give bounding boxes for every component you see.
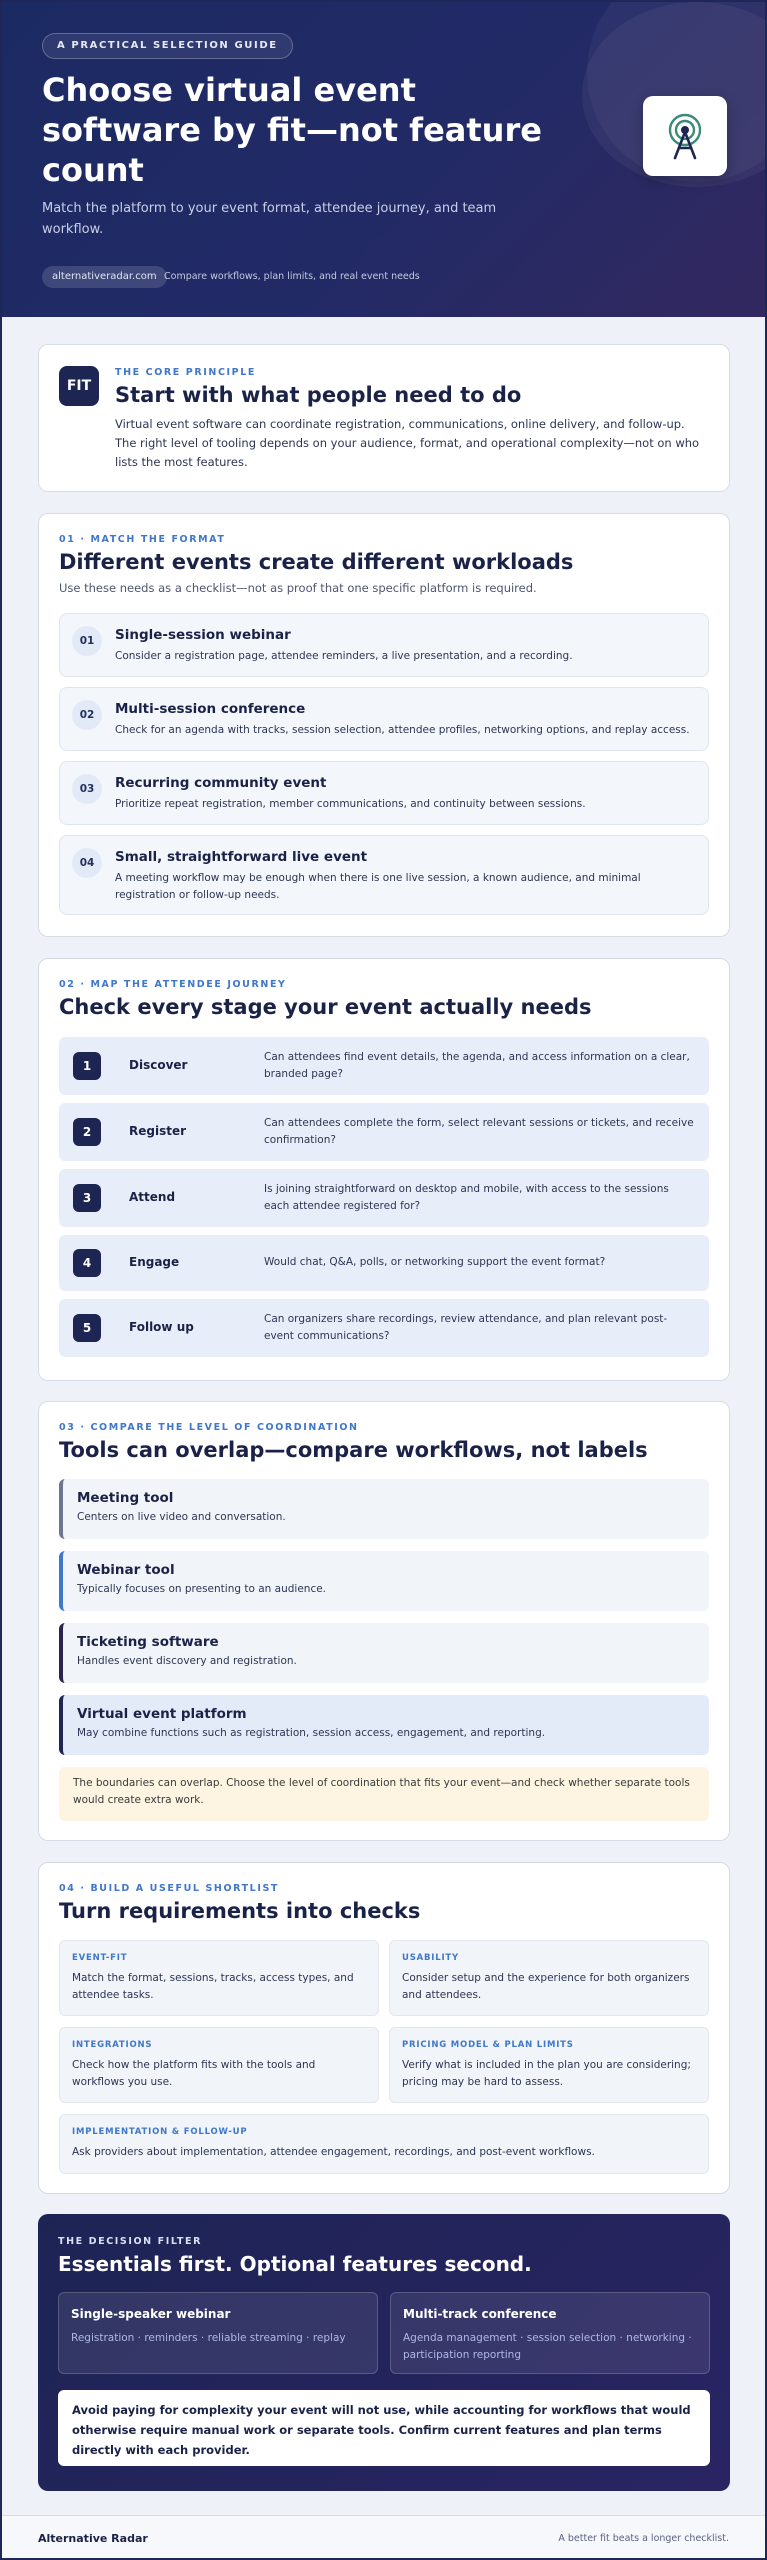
section-title: Tools can overlap—compare workflows, not labels xyxy=(59,1438,648,1462)
item-number: 03 xyxy=(72,774,102,804)
section-kicker: THE DECISION FILTER xyxy=(58,2236,203,2247)
journey-step xyxy=(59,1235,709,1291)
footer-brand[interactable]: Alternative Radar xyxy=(38,2532,148,2545)
check-desc: Match the format, sessions, tracks, access types, and attendee tasks. xyxy=(72,1972,354,2001)
step-desc: Can attendees find event details, the agenda, and access information on a clear, branded page? xyxy=(264,1051,690,1080)
check-desc: Verify what is included in the plan you are considering; pricing may be hard to assess. xyxy=(402,2059,691,2088)
section-title: Check every stage your event actually needs xyxy=(59,995,592,1019)
list-item xyxy=(59,687,709,751)
checks-card xyxy=(38,1862,730,2194)
check-desc: Consider setup and the experience for both organizers and attendees. xyxy=(402,1972,690,2001)
item-title: Recurring community event xyxy=(115,775,327,791)
tool-item xyxy=(59,1479,709,1539)
journey-step xyxy=(59,1103,709,1161)
journey-step xyxy=(59,1299,709,1357)
hero-note: Compare workflows, plan limits, and real event needs xyxy=(164,271,420,282)
tool-desc: Centers on live video and conversation. xyxy=(77,1511,286,1523)
item-desc: Check for an agenda with tracks, session selection, attendee profiles, networking options, and replay access. xyxy=(115,724,690,736)
section-kicker: 04 · BUILD A USEFUL SHORTLIST xyxy=(59,1883,279,1894)
footer xyxy=(2,2515,765,2560)
journey-step xyxy=(59,1037,709,1095)
check-item xyxy=(59,2027,379,2103)
check-item xyxy=(389,2027,709,2103)
hero-banner xyxy=(2,2,765,317)
step-number: 1 xyxy=(73,1052,101,1080)
decision-box-desc: Registration · reminders · reliable streaming · replay xyxy=(71,2332,346,2344)
step-label: Engage xyxy=(129,1255,180,1269)
decision-box-desc: Agenda management · session selection · networking · participation reporting xyxy=(403,2332,692,2361)
list-item xyxy=(59,613,709,677)
section-subtitle: Use these needs as a checklist—not as proof that one specific platform is required. xyxy=(59,581,537,595)
step-number: 3 xyxy=(73,1184,101,1212)
item-number: 04 xyxy=(72,848,102,878)
list-item xyxy=(59,835,709,915)
item-number: 01 xyxy=(72,626,102,656)
step-desc: Can organizers share recordings, review attendance, and plan relevant post-event communications? xyxy=(264,1313,668,1342)
check-item xyxy=(389,1940,709,2016)
item-title: Single-session webinar xyxy=(115,627,291,643)
page-title: Choose virtual event software by fit—not feature count xyxy=(42,71,542,189)
step-desc: Can attendees complete the form, select relevant sessions or tickets, and receive confirmation? xyxy=(264,1117,694,1146)
tool-title: Webinar tool xyxy=(77,1562,175,1578)
section-title: Turn requirements into checks xyxy=(59,1899,421,1923)
check-key: EVENT-FIT xyxy=(72,1953,128,1963)
footer-note: A better fit beats a longer checklist. xyxy=(558,2533,729,2544)
section-title: Start with what people need to do xyxy=(115,383,522,407)
decision-box xyxy=(390,2292,710,2374)
check-item xyxy=(59,2114,709,2174)
decision-callout: Avoid paying for complexity your event will not use, while accounting for workflows that would otherwise require manual work or separate tools. Confirm current features and plan terms directly with each provider. xyxy=(58,2390,710,2466)
section-kicker: 03 · COMPARE THE LEVEL OF COORDINATION xyxy=(59,1422,359,1433)
tool-title: Ticketing software xyxy=(77,1634,219,1650)
list-item xyxy=(59,761,709,825)
decision-box xyxy=(58,2292,378,2374)
decision-box-title: Single-speaker webinar xyxy=(71,2307,231,2321)
check-item xyxy=(59,1940,379,2016)
section-title: Essentials first. Optional features second. xyxy=(58,2252,532,2276)
check-desc: Check how the platform fits with the tools and workflows you use. xyxy=(72,2059,316,2088)
tool-desc: Handles event discovery and registration. xyxy=(77,1655,297,1667)
tool-desc: Typically focuses on presenting to an audience. xyxy=(77,1583,327,1595)
item-desc: Consider a registration page, attendee reminders, a live presentation, and a recording. xyxy=(115,650,573,662)
logo xyxy=(643,96,727,176)
step-number: 5 xyxy=(73,1314,101,1342)
check-key: PRICING MODEL & PLAN LIMITS xyxy=(402,2040,574,2050)
section-kicker: 02 · MAP THE ATTENDEE JOURNEY xyxy=(59,979,287,990)
hero-subtitle: Match the platform to your event format, attendee journey, and team workflow. xyxy=(42,201,497,237)
item-desc: Prioritize repeat registration, member communications, and continuity between sessions. xyxy=(115,798,586,810)
section-kicker: 01 · MATCH THE FORMAT xyxy=(59,534,226,545)
principle-card xyxy=(38,344,730,492)
tools-card xyxy=(38,1401,730,1841)
step-label: Follow up xyxy=(129,1320,194,1334)
section-title: Different events create different workloads xyxy=(59,550,574,574)
decision-card xyxy=(38,2214,730,2491)
decision-box-title: Multi-track conference xyxy=(403,2307,557,2321)
step-label: Discover xyxy=(129,1058,188,1072)
check-desc: Ask providers about implementation, attendee engagement, recordings, and post-event workflows. xyxy=(72,2146,595,2158)
hero-eyebrow: A PRACTICAL SELECTION GUIDE xyxy=(42,33,293,59)
step-label: Attend xyxy=(129,1190,176,1204)
tool-item xyxy=(59,1623,709,1683)
note-box: The boundaries can overlap. Choose the level of coordination that fits your event—and check whether separate tools would create extra work. xyxy=(59,1767,709,1821)
tool-desc: May combine functions such as registration, session access, engagement, and reporting. xyxy=(77,1727,546,1739)
check-key: IMPLEMENTATION & FOLLOW-UP xyxy=(72,2127,248,2137)
item-number: 02 xyxy=(72,700,102,730)
item-title: Small, straightforward live event xyxy=(115,849,368,865)
step-number: 2 xyxy=(73,1118,101,1146)
step-desc: Would chat, Q&A, polls, or networking support the event format? xyxy=(264,1256,606,1268)
tool-item xyxy=(59,1551,709,1611)
tool-title: Virtual event platform xyxy=(77,1706,247,1722)
check-key: INTEGRATIONS xyxy=(72,2040,153,2050)
formats-card xyxy=(38,513,730,937)
fit-badge: FIT xyxy=(59,366,99,406)
step-desc: Is joining straightforward on desktop and mobile, with access to the sessions each attendee registered for? xyxy=(264,1183,669,1212)
tool-item xyxy=(59,1695,709,1755)
section-kicker: THE CORE PRINCIPLE xyxy=(115,367,256,378)
step-number: 4 xyxy=(73,1249,101,1277)
item-desc: A meeting workflow may be enough when there is one live session, a known audience, and minimal registration or follow-up needs. xyxy=(115,872,641,901)
item-title: Multi-session conference xyxy=(115,701,306,717)
section-body: Virtual event software can coordinate registration, communications, online delivery, and follow-up. The right level of tooling depends on your audience, format, and operational complexity—not on who lists the most features. xyxy=(115,417,700,469)
journey-step xyxy=(59,1169,709,1227)
site-link[interactable]: alternativeradar.com xyxy=(42,266,167,288)
radar-antenna-icon xyxy=(665,112,705,160)
step-label: Register xyxy=(129,1124,187,1138)
journey-card xyxy=(38,958,730,1381)
tool-title: Meeting tool xyxy=(77,1490,174,1506)
check-key: USABILITY xyxy=(402,1953,459,1963)
